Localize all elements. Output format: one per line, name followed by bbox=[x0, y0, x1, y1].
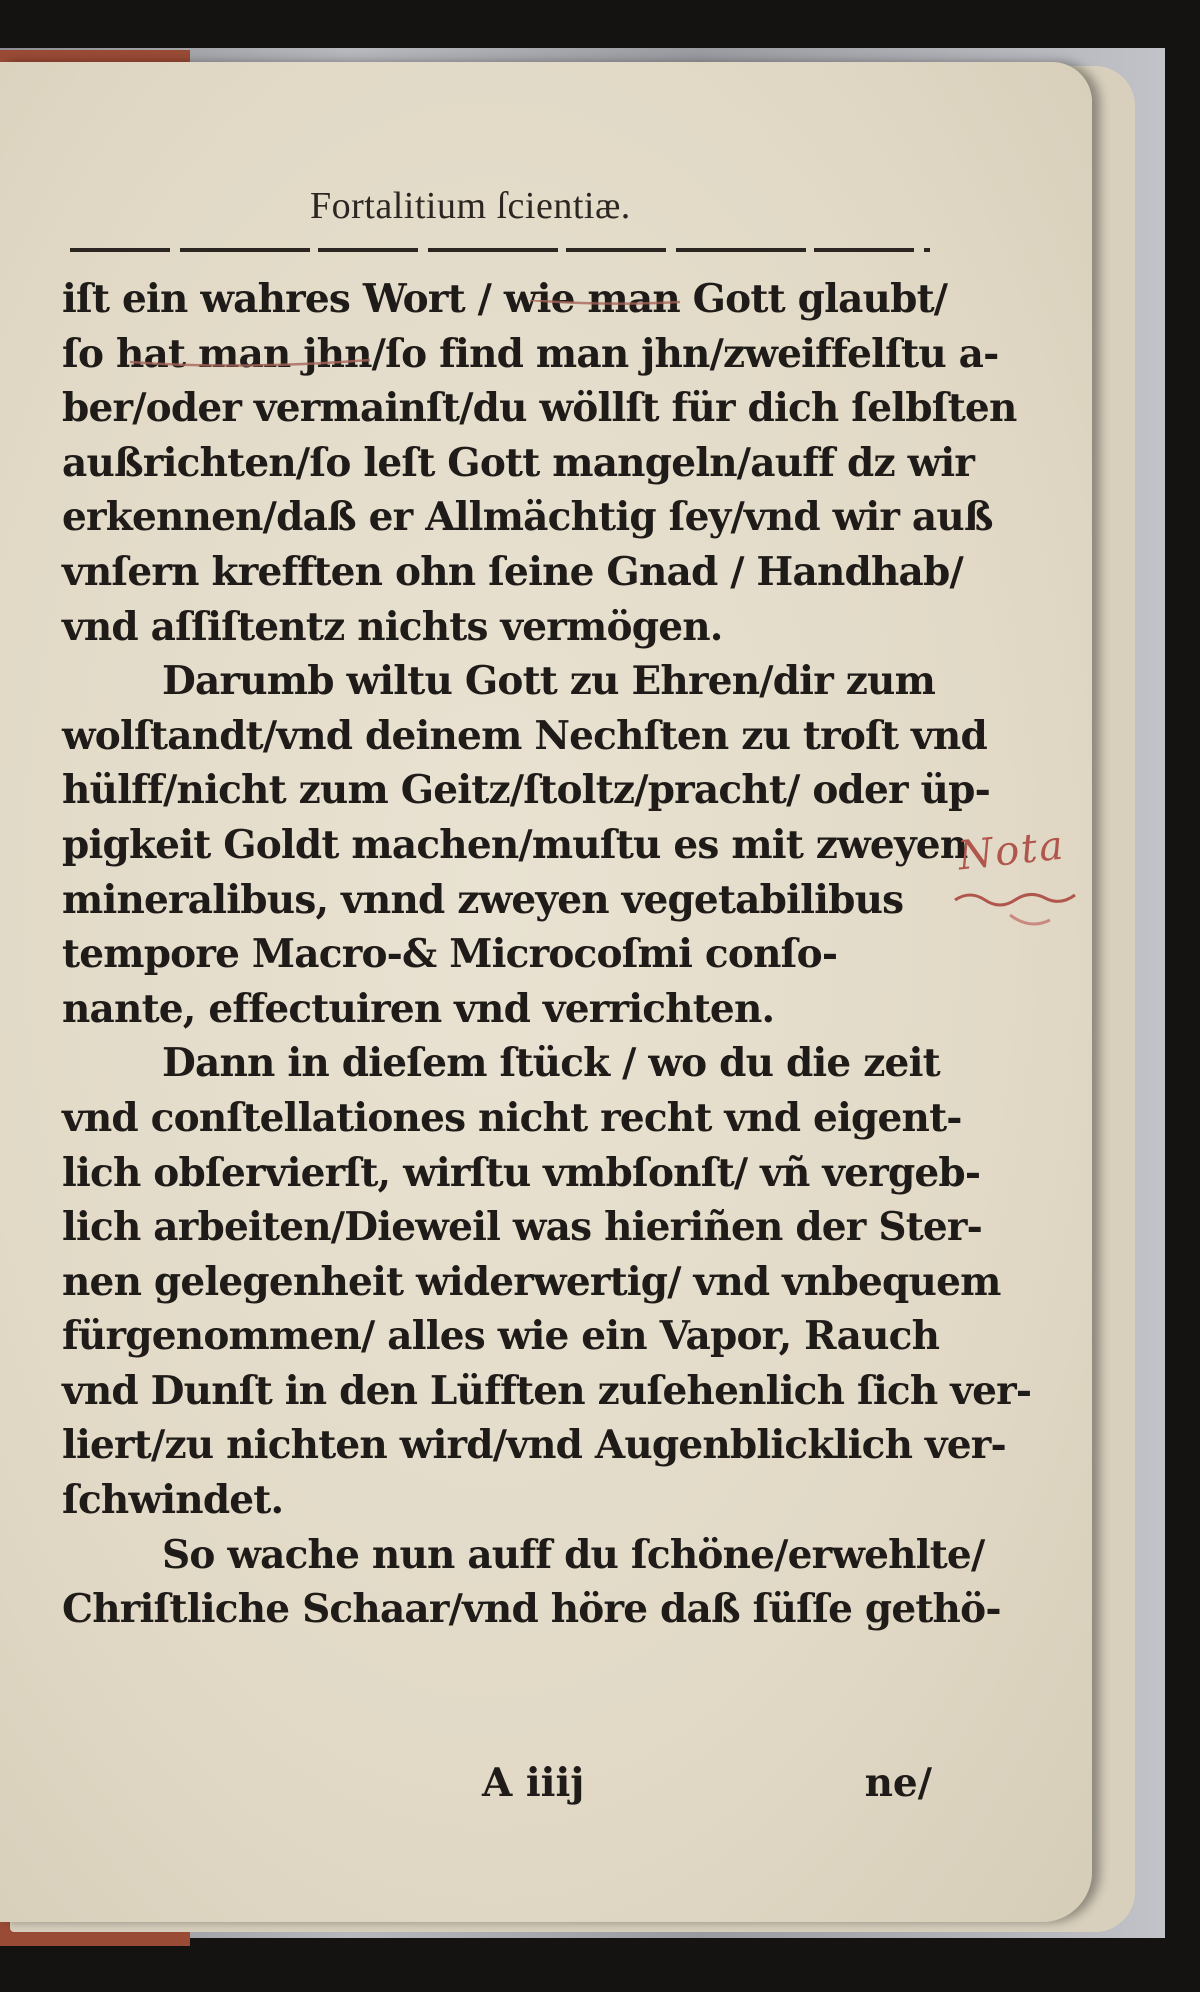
text-line: nante, effectuiren vnd verrichten. bbox=[62, 985, 775, 1032]
text-line: ſchwindet. bbox=[62, 1477, 284, 1524]
text-line: So wache nun auff du ſchöne/erwehlte/ bbox=[162, 1531, 985, 1578]
text-line: erkennen/daß er Allmächtig ſey/vnd wir auß bbox=[62, 494, 993, 541]
page-footer bbox=[62, 1760, 942, 1814]
ink-underlines bbox=[120, 300, 720, 720]
header-rule bbox=[70, 248, 930, 252]
text-line: liert/zu nichten wird/vnd Augenblicklich ver- bbox=[62, 1422, 1006, 1469]
text-line: lich obſervierſt, wirſtu vmbſonſt/ vñ vergeb- bbox=[62, 1149, 981, 1196]
text-line: nen gelegenheit widerwertig/ vnd vnbequem bbox=[62, 1258, 1001, 1305]
text-line: vnſern krefften ohn ſeine Gnad / Handhab/ bbox=[62, 548, 963, 595]
signature-mark: A iiij bbox=[482, 1760, 585, 1806]
margin-squiggle bbox=[950, 880, 1080, 940]
text-line: ber/oder vermainſt/du wöllſt für dich ſelbſten bbox=[62, 385, 1017, 432]
text-line: tempore Macro-& Microcoſmi conſo- bbox=[62, 931, 838, 978]
text-line: außrichten/ſo leſt Gott mangeln/auff dz wir bbox=[62, 439, 975, 486]
text-line: ſo hat man jhn/ſo find man jhn/zweiffelſtu a- bbox=[62, 330, 999, 377]
running-header: Fortalitium ſcientiæ. bbox=[310, 185, 631, 227]
text-line: vnd Dunſt in den Lüfften zuſehenlich ſich ver- bbox=[62, 1367, 1032, 1414]
text-line: lich arbeiten/Dieweil was hieriñen der Ster- bbox=[62, 1204, 983, 1251]
text-line: hülff/nicht zum Geitz/ſtoltz/pracht/ oder üp- bbox=[62, 767, 990, 814]
text-line: vnd aſſiſtentz nichts vermögen. bbox=[62, 603, 723, 650]
text-line: vnd conſtellationes nicht recht vnd eigent- bbox=[62, 1094, 962, 1141]
text-line: Chriſtliche Schaar/vnd höre daß ſüſſe gethö- bbox=[62, 1586, 1001, 1633]
text-line: Dann in dieſem ſtück / wo du die zeit bbox=[162, 1040, 940, 1087]
text-line: fürgenommen/ alles wie ein Vapor, Rauch bbox=[62, 1313, 940, 1360]
text-line: mineralibus, vnnd zweyen vegetabilibus bbox=[62, 876, 904, 923]
catchword: ne/ bbox=[864, 1760, 932, 1806]
text-line: iſt ein wahres Wort / wie man Gott glaubt/ bbox=[62, 276, 948, 322]
text-line: pigkeit Goldt machen/muſtu es mit zweyen bbox=[62, 821, 968, 868]
handwritten-margin-note: Nota bbox=[955, 822, 1068, 880]
text-line: wolſtandt/vnd deinem Nechſten zu troſt vnd bbox=[62, 712, 987, 759]
text-line: Darumb wiltu Gott zu Ehren/dir zum bbox=[162, 658, 936, 705]
